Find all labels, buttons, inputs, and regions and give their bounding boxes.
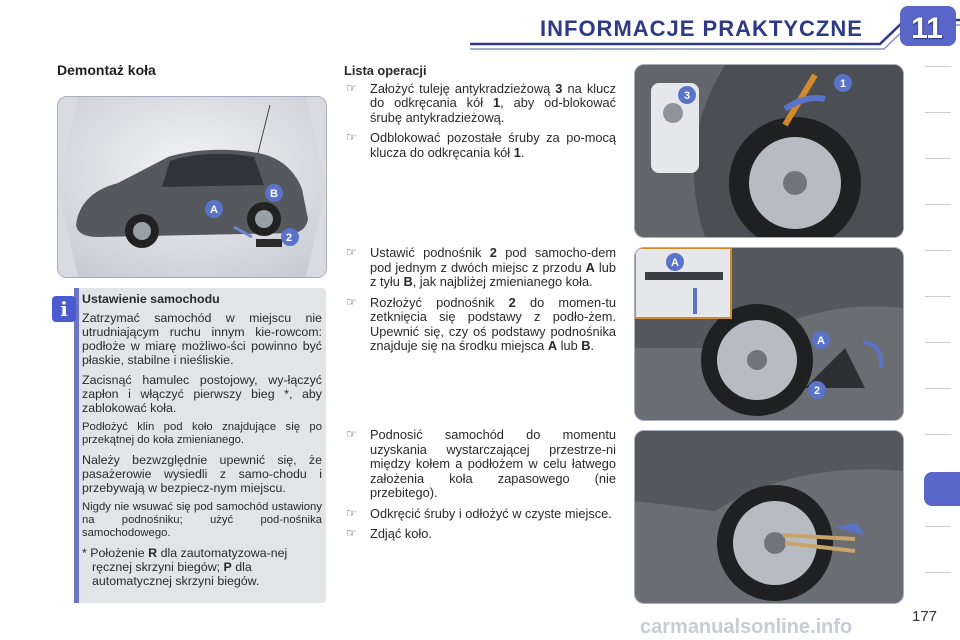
watermark: carmanualsonline.info	[640, 616, 853, 638]
hand-pointer-icon: ☞	[346, 505, 357, 520]
list-item: ☞ Odblokować pozostałe śruby za po-mocą klucza do odkręcania kół 1.	[346, 130, 616, 160]
ops-list-1	[344, 64, 616, 166]
chapter-number: 11	[911, 12, 943, 45]
list-item: ☞ Rozłożyć podnośnik 2 do momen-tu zetknięcia się podstawy z podło-żem. Upewnić się, czy oś podstawy podnośnika znajduje się na środku miejsca A lub B.	[346, 294, 617, 353]
hand-pointer-icon: ☞	[346, 130, 357, 144]
car-illustration	[57, 96, 327, 278]
callout-a-label: A	[210, 204, 218, 216]
callout-2-label: 2	[286, 232, 293, 244]
list-item: ☞ Założyć tuleję antykradzieżową 3 na klucz do odkręcania kół 1, aby od-blokować śrubę antykradzieżową.	[346, 80, 616, 125]
figure-jack-placement	[634, 247, 904, 421]
info-paragraph: Należy bezwzględnie upewnić się, że pasażerowie wysiedli z samo-chodu i przebywają w bezpiecz-nym miejscu.	[82, 453, 322, 495]
hand-pointer-icon: ☞	[346, 245, 357, 259]
hand-pointer-icon: ☞	[346, 427, 357, 441]
info-heading: Ustawienie samochodu	[82, 292, 220, 306]
info-paragraph: Podłożyć klin pod koło znajdujące się po przekątnej do koła zmienianego.	[82, 421, 322, 446]
info-icon: i	[52, 296, 76, 322]
list-item: ☞ Odkręcić śruby i odłożyć w czyste miejsce.	[346, 505, 612, 521]
callout-b-label: B	[270, 188, 278, 200]
side-tab-active	[924, 472, 960, 506]
info-footnote: * Położenie R dla zautomatyzowa-nej ręcznej skrzyni biegów; P dla automatycznej skrzyni biegów.	[82, 546, 288, 588]
side-chapter-tabs	[925, 66, 955, 586]
fig2-callout-2: 2	[814, 385, 821, 397]
list-item: ☞ Podnosić samochód do momentu uzyskania wystarczającej przestrze-ni między kołem a podłożem w celu łatwego założenia koła zapasowego (nie przebitego).	[346, 427, 616, 500]
info-paragraph: Zatrzymać samochód w miejscu nie utrudniającym ruchu innym kie-rowcom: podłoże w miarę możliwo-ści powinno być płaskie, stabilne i nieśliskie.	[82, 311, 322, 367]
hand-pointer-icon: ☞	[346, 80, 357, 95]
hand-pointer-icon: ☞	[346, 526, 357, 540]
figure-wheel-wrench	[634, 64, 904, 238]
chapter-title: INFORMACJE PRAKTYCZNE	[540, 16, 863, 41]
fig2-callout-a: A	[817, 335, 825, 347]
list-item: ☞ Ustawić podnośnik 2 pod samocho-dem pod jednym z dwóch miejsc z przodu A lub z tyłu B, jak najbliżej zmienianego koła.	[346, 245, 616, 289]
info-paragraph: Zacisnąć hamulec postojowy, wy-łączyć zapłon i włączyć pierwszy bieg *, aby zablokować koła.	[82, 373, 322, 415]
figure-wheel-removal	[634, 430, 904, 604]
fig1-callout-3: 3	[684, 90, 691, 102]
fig2-callout-a-top: A	[671, 257, 679, 269]
ops-list-2	[344, 246, 616, 360]
section-title: Demontaż koła	[57, 62, 156, 78]
fig1-callout-1: 1	[840, 78, 847, 90]
hand-pointer-icon: ☞	[346, 294, 357, 309]
info-paragraph: Nigdy nie wsuwać się pod samochód ustawiony na podnośniku; użyć pod-nośnika samochodowego.	[82, 501, 322, 539]
ops-list-3	[344, 428, 616, 548]
info-content	[82, 292, 322, 594]
ops-title: Lista operacji	[344, 63, 427, 78]
list-item: ☞ Zdjąć koło.	[346, 526, 432, 541]
info-stripe	[74, 288, 79, 603]
page-number: 177	[912, 608, 938, 625]
